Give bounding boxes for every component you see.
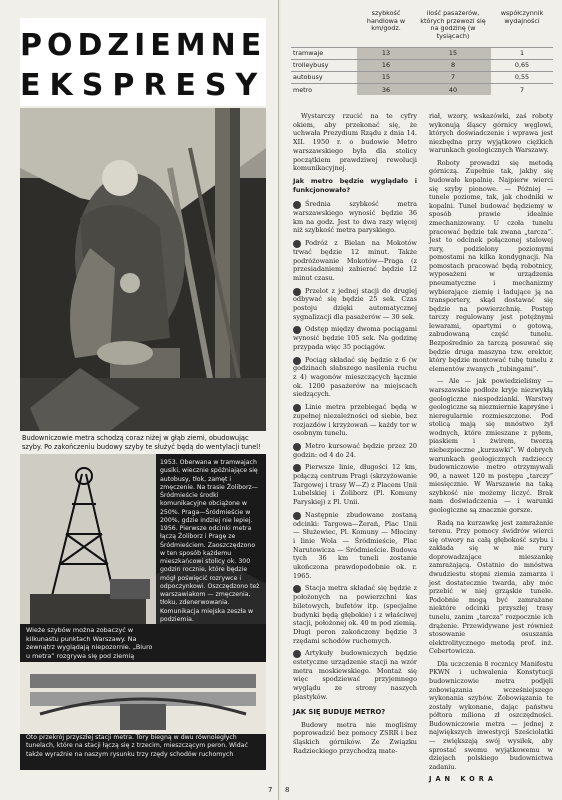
author-signature: JAN KORA (429, 775, 497, 784)
table-header: współczynnik wydajności (500, 9, 544, 25)
fact-bullet: Pierwsze linie, długości 12 km, połączą centrum Pragi (skrzyżowanie Targowej i trasy W—Z) z Placem Unii Lubelskiej i Żoliborz (Pl. Komuny Paryskiej) z Pl. Unii. (293, 463, 417, 507)
title-block (20, 18, 266, 106)
page-number-right: 8 (285, 786, 290, 794)
title-line-2: EKSPRESY (20, 68, 267, 103)
shaft-worker-illustration (20, 108, 266, 431)
closing-paragraph: Budowy metra nie mogliśmy poprowadzić bez pomocy ZSRR i bez śląskich górników. Ze Związku Radzieckiego przychodzą mate- (293, 720, 417, 755)
fact-bullet: Metro kursować będzie przez 20 godzin: od 4 do 24. (293, 441, 417, 459)
table-header-row (291, 8, 553, 47)
table-header: ilość pasażerów, których przewozi się na godzinę (w tysiącach) (420, 9, 486, 41)
fact-bullet: Podróż z Bielan na Mokotów trwać będzie 12 minut. Także podróżowanie Mokotów—Praga (z przesiadaniem) zabierać będzie 12 minut czasu. (293, 239, 417, 282)
table-cell: 7 (415, 71, 491, 83)
table-cell: 1 (491, 47, 553, 59)
tower-caption: Wieże szybów można zobaczyć w kilkunastu punktach Warszawy. Na zewnątrz wyglądają niepozornie. „Biuro u metra” rozgrywa się pod ziemią (26, 626, 153, 660)
right-page (281, 0, 562, 800)
table-cell: autobusy (291, 71, 357, 83)
left-page (0, 0, 279, 800)
table-cell: 15 (415, 47, 491, 59)
photo-caption: Budowniczowie metra schodzą coraz niżej w głąb ziemi, obudowując szyby. Po zakończeniu budowy szyby te służyć będą do wentylacji tunel! (22, 434, 261, 451)
article-column-left (293, 112, 417, 760)
table-row (291, 83, 553, 95)
note-1956-text: 1956. Pierwsze odcinki metra łączą Żoliborz i Pragę ze Śródmieściem. Zaoszczędzono w ten sposób każdemu mieszkańcowi stolicy ok. 300 godzin rocznie, które będzie mógł poświęcić rozrywce i odpoczynkowi. Oszczędzono też warszawiakom — zmęczenia, tłoku, zdenerwowania. Komunikacja miejska zeszła w podziemia. (160, 525, 260, 623)
table-cell: 13 (357, 47, 415, 59)
table-row (291, 71, 553, 83)
transport-stats-table (291, 8, 553, 95)
table-cell: tramwaje (291, 47, 357, 59)
table-header (291, 8, 357, 47)
table-cell: 36 (357, 83, 415, 95)
section-heading: JAK SIĘ BUDUJE METRO? (293, 707, 386, 716)
note-1953-text: 1953. Oberwana w tramwajach gusiki, wiecznie spóźniające się autobusy, tłok, zamęt i zmęczenie. Na trasie Żoliborz—Śródmieście środki komunikacyjne obciążone w 250%. Praga—Śródmieście w 200%, gdzie indziej nie lepiej. (160, 459, 258, 524)
table-cell: 0,55 (491, 71, 553, 83)
table-cell: 16 (357, 59, 415, 71)
page-number-left: 7 (268, 786, 273, 794)
table-cell: 0,65 (491, 59, 553, 71)
fact-bullet: Pociąg składać się będzie z 6 (w godzinach słabszego nasilenia ruchu z 4) wagonów mieszczących łącznie ok. 1200 pasażerów na miejscach siedzących. (293, 355, 417, 399)
fact-bullet: Średnia szybkość metra warszawskiego wynosić będzie 36 km na godz. Jest to dwa razy więcej niż szybkość metra paryskiego. (293, 200, 417, 235)
fact-bullet: Artykuły budowniczych będzie estetyczne urządzenie stacji na wzór metra moskiewskiego. Montaż się więc spodziewać przyjemnego wyglądu ze strony naszych plastyków. (293, 649, 417, 701)
table-cell: 7 (491, 83, 553, 95)
body-paragraph: riał, wzory, wskazówki, zaś roboty wykonują śląscy górnicy węglowi, których doświadczenie i wprawa jest niezbędna przy wyjątkowo ciężkich warunkach geologicznych Warszawy. (429, 112, 553, 155)
lower-illustration-box (20, 454, 266, 770)
section-question: Jak metro będzie wyglądało i funkcjonowało? (293, 176, 417, 194)
table-cell: 8 (415, 59, 491, 71)
note-1953-1956 (160, 459, 262, 624)
body-paragraph: — Ale — jak powiedzieliśmy — warszawskie podłoże kryje niezwykłą geologiczne niespodzianki. Warstwy geologiczne są niezmiernie kapryśne i nieregularnie rozmieszczone. Pod stolicą mają się mnóstwo żył wodnych, które zmieszane z pyłem, piaskiem i żwirem, tworzą niebezpieczne „kurzawki”. W dobrych warunkach geologicznych radzieccy budowniczowie metro otrzymywali 90, a nawet 120 m postępu „tarczy” miesięcznie. W Warszawie na taką szybkość nie możemy liczyć. Brak nam doświadczenia — i warunki geologiczne są znacznie gorsze. (429, 377, 553, 515)
table-row (291, 47, 553, 59)
body-paragraph: Dla uczczenia 8 rocznicy Manifestu PKWN i uchwalenia Konstytucji budowniczowie metra podjęli zobowiązania wcześniejszego wykonania szybów. Zobowiązania te zostały wykonane, dając państwu półtora miliona zł oszczędności. Budowniczowie metra — jednej z największych inwestycji Sześciolatki — zwiększają swój wysiłek, aby sprostać swemu wyjątkowemu w dziejach polskiego budownictwa zadaniu. (429, 659, 553, 771)
table-cell: 15 (357, 71, 415, 83)
fact-bullet: Przelot z jednej stacji do drugiej odbywać się będzie 25 sek. Czas postoju dzięki automatycznej sygnalizacji dla pasażerów — 30 sek. (293, 286, 417, 321)
body-paragraph: Radą na kurzawkę jest zamrażanie terenu. Przy pomocy świdrów wierci się otwory na całą głębokość szybu i zakłada się w nie rury doprowadzające mieszankę zamrażającą. Ostatnio do mnóstwa dwudziestu stopni ziemia zamarza i jest dostatecznie twarda, aby móc przebić w niej grząskie tunele. Podobnie mogą być zamrażane niektóre odcinki przyszłej trasy tunelu, zanim „tarcza” rozpocznie ich drążenie. Przewidywane jest również stosowanie osuszania elektrolitycznego metodą prof. inż. Cebertowicza. (429, 518, 553, 656)
fact-bullet: Stacja metra składać się będzie z położonych na powierzchni kas biletowych, bufetów itp. (specjalne budynki będą głębokie) i z właściwej stacji, położonej ok. 40 m pod ziemią. Długi peron zakończony będzie 3 rzędami schodów ruchomych. (293, 584, 417, 645)
table-header: szybkość handlowa w km/godz. (366, 9, 406, 33)
intro-paragraph: Wystarczy rzucić na te cyfry okiem, aby przekonać się, że uchwała Prezydium Rządu z dnia 14. XII. 1950 r. o budowie Metro warszawskiego była dla stolicy początkiem prawdziwej rewolucji komunikacyjnej. (293, 112, 417, 173)
station-cross-section-caption: Oto przekrój przyszłej stacji metra. Tory biegną w dwu równoległych tunelach, które na stacji łączą się z trzecim, mieszczącym peron. Widać także wyraźnie na naszym rysunku trzy rzędy schodów ruchomych (26, 734, 248, 758)
article-column-right (429, 112, 553, 784)
fact-bullet: Następnie zbudowane zostaną odcinki: Targowa—Żerań, Plac Unii — Służewiec, Pl. Komuny — Młociny i linie Wola — Śródmieście, Plac Narutowicza — Śródmieście. Budowa tych 36 km tuneli zostanie ukończona prawdopodobnie ok. r. 1965. (293, 510, 417, 580)
shaft-worker-photo (20, 108, 266, 431)
table-cell: trolleybusy (291, 59, 357, 71)
fact-bullet: Odstęp między dwoma pociągami wynosić będzie 105 sek. Na godzinę przypada więc 35 pociągów. (293, 325, 417, 351)
table-cell: metro (291, 83, 357, 95)
table-cell: 40 (415, 83, 491, 95)
title-line-1: PODZIEMNE (20, 28, 267, 63)
table-row (291, 59, 553, 71)
fact-bullet: Linie metra przebiegać będą w zupełnej niezależności od siebie, bez rozjazdów i krzyżowań — każdy tor w osobnym tunelu. (293, 403, 417, 438)
body-paragraph: Roboty prowadzi się metodą górniczą. Zupełnie tak, jakby się budowało kopalnię. Najpierw wierci się szyby pionowe. — Później — tunele poziome, tak, jak chodniki w kopalni. Tunel budować będziemy w sposób prawie idealnie zmechanizowany. U czoła tunelu pracować będzie tak zwana „tarcza”. Jest to odcinek połączonej stalowej rury, podzielony poziomymi pomostami na kilka kondygnacji. Na pomostach pracować będą robotnicy, wyposażeni w urządzenia pneumatyczne i mechanizmy wybierające ziemię i ładujące ją na transportery, skąd dostawać się będzie na powierzchnię. Postęp tarczy regulowany jest potężnymi lewarami, opartymi o gotową, zabudowaną część tunelu. Bezpośrednio za tarczą posuwać się będzie druga maszyna tzw. erektor, który będzie montować tubę tunelu z elementów zwanych „tubingami”. (429, 158, 553, 373)
